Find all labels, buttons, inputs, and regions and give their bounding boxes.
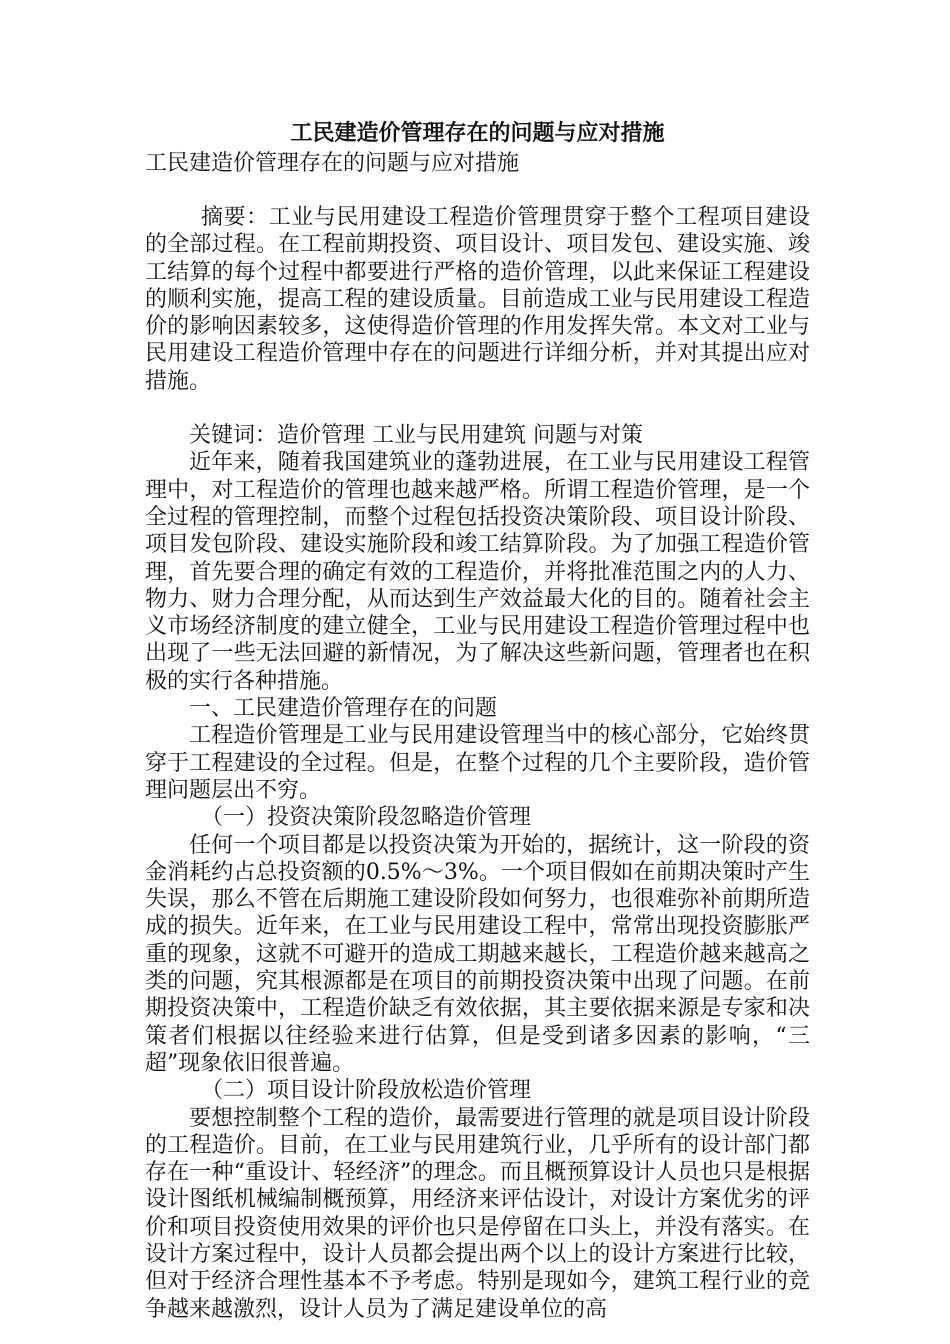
document-subtitle: 工民建造价管理存在的问题与应对措施	[145, 151, 520, 176]
document-page	[145, 118, 810, 1344]
keywords-line: 关键词：造价管理 工业与民用建筑 问题与对策	[189, 423, 643, 449]
intro-paragraph: 近年来，随着我国建筑业的蓬勃进展，在工业与民用建设工程管理中，对工程造价的管理也越来越严格。所谓工程造价管理，是一个全过程的管理控制，而整个过程包括投资决策阶段、项目设计阶段、项目发包阶段、建设实施阶段和竣工结算阶段。为了加强工程造价管理，首先要合理的确定有效的工程造价，并将批准范围之内的人力、物力、财力合理分配，从而达到生产效益最大化的目的。随着社会主义市场经济制度的建立健全，工业与民用建设工程造价管理过程中也出现了一些无法回避的新情况，为了解决这些新问题，管理者也在积极的实行各种措施。	[145, 450, 810, 694]
subsection-paragraph: 任何一个项目都是以投资决策为开始的，据统计，这一阶段的资金消耗约占总投资额的0.5%～3%。一个项目假如在前期决策时产生失误，那么不管在后期施工建设阶段如何努力，也很难弥补前期所造成的损失。近年来，在工业与民用建设工程中，常常出现投资膨胀严重的现象，这就不可避开的造成工期越来越长，工程造价越来越高之类的问题，究其根源都是在项目的前期投资决策中出现了问题。在前期投资决策中，工程造价缺乏有效依据，其主要依据来源是专家和决策者们根据以往经验来进行估算，但是受到诸多因素的影响，“三超”现象依旧很普遍。	[145, 832, 810, 1076]
blank-line	[145, 395, 810, 422]
subsection-heading: （二）项目设计阶段放松造价管理	[201, 1078, 532, 1104]
section-heading: 一、工民建造价管理存在的问题	[189, 696, 498, 722]
document-title: 工民建造价管理存在的问题与应对措施	[290, 121, 665, 146]
section-paragraph: 工程造价管理是工业与民用建设管理当中的核心部分，它始终贯穿于工程建设的全过程。但是，在整个过程的几个主要阶段，造价管理问题层出不穷。	[145, 723, 810, 803]
subsection-heading: （一）投资决策阶段忽略造价管理	[201, 805, 532, 831]
subsection-paragraph: 要想控制整个工程的造价，最需要进行管理的就是项目设计阶段的工程造价。目前，在工业与民用建筑行业，几乎所有的设计部门都存在一种“重设计、轻经济”的理念。而且概预算设计人员也只是根据设计图纸机械编制概预算，用经济来评估设计，对设计方案优劣的评价和项目投资使用效果的评价也只是停留在口头上，并没有落实。在设计方案过程中，设计人员都会提出两个以上的设计方案进行比较，但对于经济合理性基本不予考虑。特别是现如今，建筑工程行业的竞争越来越激烈，设计人员为了满足建设单位的高	[145, 1105, 810, 1322]
blank-line	[145, 177, 810, 204]
abstract-paragraph: 摘要：工业与民用建设工程造价管理贯穿于整个工程项目建设的全部过程。在工程前期投资、项目设计、项目发包、建设实施、竣工结算的每个过程中都要进行严格的造价管理，以此来保证工程建设的顺利实施，提高工程的建设质量。目前造成工业与民用建设工程造价的影响因素较多，这使得造价管理的作用发挥失常。本文对工业与民用建设工程造价管理中存在的问题进行详细分析，并对其提出应对措施。	[145, 205, 810, 394]
